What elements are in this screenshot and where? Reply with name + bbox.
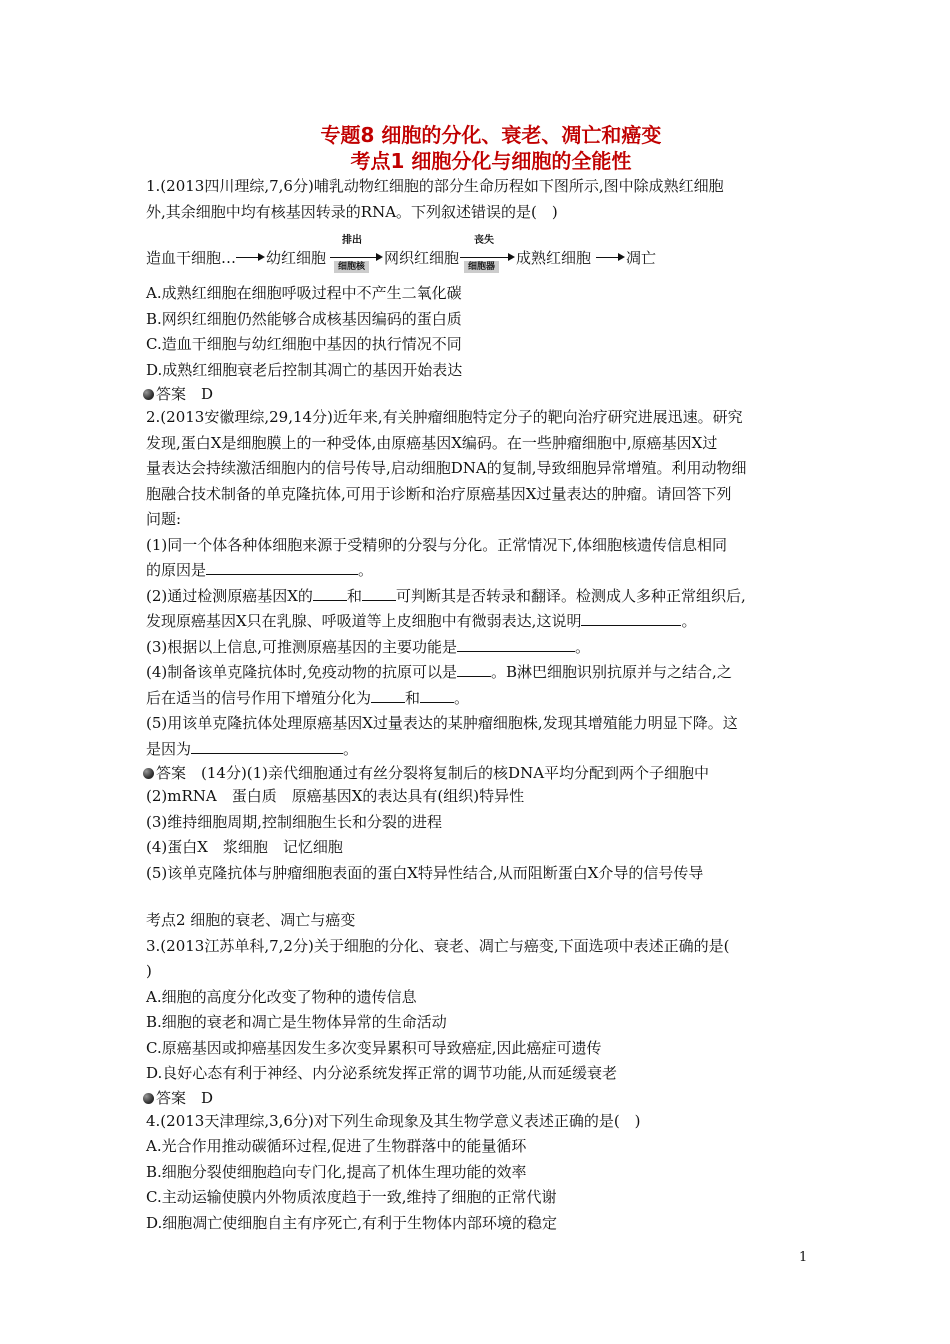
flow-arrow-4-head bbox=[618, 253, 625, 261]
q1-option-d: D.成熟红细胞衰老后控制其凋亡的基因开始表达 bbox=[146, 360, 463, 379]
q2-part4-rest: 。B淋巴细胞识别抗原并与之结合,之 bbox=[491, 663, 732, 681]
q2-answer-text: 答案 (14分)(1)亲代细胞通过有丝分裂将复制后的核DNA平均分配到两个子细胞中 bbox=[156, 764, 710, 782]
q2-answer-3: (3)维持细胞周期,控制细胞生长和分裂的进程 bbox=[146, 812, 443, 831]
q3-stem-line-2: ) bbox=[146, 962, 152, 980]
q2-part2-text-2: 发现原癌基因X只在乳腺、呼吸道等上皮细胞中有微弱表达,这说明 bbox=[146, 612, 582, 630]
q2-blank-2c[interactable] bbox=[581, 610, 681, 626]
q2-part4-line-1 bbox=[146, 660, 816, 686]
q2-blank-4c[interactable] bbox=[420, 687, 454, 703]
q2-part5-line-1: (5)用该单克隆抗体处理原癌基因X过量表达的某肿瘤细胞株,发现其增殖能力明显下降。这 bbox=[146, 714, 738, 732]
q1-option-c: C.造血干细胞与幼红细胞中基因的执行情况不同 bbox=[146, 335, 462, 353]
q2-answer-5: (5)该单克隆抗体与肿瘤细胞表面的蛋白X特异性结合,从而阻断蛋白X介导的信号传导 bbox=[146, 863, 704, 882]
q4-option-c: C.主动运输使膜内外物质浓度趋于一致,维持了细胞的正常代谢 bbox=[146, 1188, 557, 1206]
q2-answer-4: (4)蛋白X 浆细胞 记忆细胞 bbox=[146, 838, 343, 856]
q2-part3-end: 。 bbox=[575, 637, 591, 656]
q2-part1-line-2 bbox=[146, 558, 816, 584]
q1-option-a: A.成熟红细胞在细胞呼吸过程中不产生二氧化碳 bbox=[146, 284, 462, 302]
q4-stem: 4.(2013天津理综,3,6分)对下列生命现象及其生物学意义表述正确的是( ) bbox=[146, 1111, 641, 1130]
q2-stem-line-3: 量表达会持续激活细胞内的信号传导,启动细胞DNA的复制,导致细胞异常增殖。利用动物细 bbox=[146, 459, 747, 477]
q2-stem-line-2: 发现,蛋白X是细胞膜上的一种受体,由原癌基因X编码。在一些肿瘤细胞中,原癌基因X过 bbox=[146, 433, 718, 452]
q2-blank-2a[interactable] bbox=[313, 585, 347, 601]
q2-part5-line-2 bbox=[146, 737, 816, 763]
section-title-2: 考点2 细胞的衰老、凋亡与癌变 bbox=[146, 911, 356, 929]
q2-part4-and: 和 bbox=[405, 688, 421, 707]
q2-part5-end: 。 bbox=[343, 739, 359, 758]
answer-bullet-icon bbox=[143, 768, 154, 779]
q2-part1-end: 。 bbox=[358, 561, 374, 579]
q2-part2-text: (2)通过检测原癌基因X的 bbox=[146, 586, 313, 605]
flow-step-hsc: 造血干细胞… bbox=[146, 249, 237, 267]
q2-part2-rest: 可判断其是否转录和翻译。检测成人多种正常组织后, bbox=[395, 586, 746, 605]
q2-stem-line-1: 2.(2013安徽理综,29,14分)近年来,有关肿瘤细胞特定分子的靶向治疗研究进展迅速。研究 bbox=[146, 408, 743, 426]
flow-arrow-1 bbox=[236, 257, 260, 258]
q2-blank-4a[interactable] bbox=[457, 661, 491, 677]
q1-option-b: B.网织红细胞仍然能够合成核基因编码的蛋白质 bbox=[146, 309, 462, 328]
q3-stem-line-1: 3.(2013江苏单科,7,2分)关于细胞的分化、衰老、凋亡与癌变,下面选项中表述正确的是( bbox=[146, 936, 730, 955]
flow-label-lose: 丧失 bbox=[474, 235, 494, 246]
flow-step-mature-rbc: 成熟红细胞 bbox=[516, 249, 592, 267]
q3-option-a: A.细胞的高度分化改变了物种的遗传信息 bbox=[146, 987, 417, 1006]
q1-flow-diagram bbox=[146, 225, 816, 273]
q2-answer bbox=[146, 762, 816, 784]
q4-option-b: B.细胞分裂使细胞趋向专门化,提高了机体生理功能的效率 bbox=[146, 1162, 527, 1181]
q2-blank-2b[interactable] bbox=[362, 585, 396, 601]
q1-answer-text: 答案 D bbox=[156, 385, 214, 403]
q1-stem-line-2: 外,其余细胞中均有核基因转录的RNA。下列叙述错误的是( ) bbox=[146, 202, 558, 221]
page-number: 1 bbox=[799, 1250, 808, 1265]
q2-part1-line-1: (1)同一个体各种体细胞来源于受精卵的分裂与分化。正常情况下,体细胞核遗传信息相同 bbox=[146, 535, 728, 554]
q2-blank-5[interactable] bbox=[191, 738, 343, 754]
q3-option-b: B.细胞的衰老和凋亡是生物体异常的生命活动 bbox=[146, 1013, 447, 1031]
document-body bbox=[146, 122, 816, 1236]
flow-arrow-4 bbox=[596, 257, 620, 258]
q2-part2-line-1 bbox=[146, 584, 816, 610]
q4-option-a: A.光合作用推动碳循环过程,促进了生物群落中的能量循环 bbox=[146, 1137, 527, 1155]
q2-part3-text: (3)根据以上信息,可推测原癌基因的主要功能是 bbox=[146, 637, 458, 656]
q2-part2-and: 和 bbox=[346, 586, 362, 605]
flow-label-organelle: 细胞器 bbox=[464, 261, 499, 273]
chapter-title: 专题8 细胞的分化、衰老、凋亡和癌变 bbox=[320, 123, 662, 147]
flow-arrow-2 bbox=[330, 257, 378, 258]
q2-part2-line-2 bbox=[146, 609, 816, 635]
q2-blank-4b[interactable] bbox=[371, 687, 405, 703]
q3-option-d: D.良好心态有利于神经、内分泌系统发挥正常的调节功能,从而延缓衰老 bbox=[146, 1064, 618, 1082]
q2-part5-text: 是因为 bbox=[146, 739, 192, 758]
q2-blank-3[interactable] bbox=[457, 636, 575, 652]
q2-stem-line-4: 胞融合技术制备的单克隆抗体,可用于诊断和治疗原癌基因X过量表达的肿瘤。请回答下列 bbox=[146, 484, 732, 503]
flow-step-proerythroblast: 幼红细胞 bbox=[266, 249, 327, 267]
q2-part4-end: 。 bbox=[454, 688, 470, 707]
q2-blank-1[interactable] bbox=[206, 559, 358, 575]
q1-stem-line-1: 1.(2013四川理综,7,6分)哺乳动物红细胞的部分生命历程如下图所示,图中除成熟红细胞 bbox=[146, 177, 724, 195]
flow-arrow-3 bbox=[460, 257, 510, 258]
q2-part1-text: 的原因是 bbox=[146, 561, 207, 579]
q3-option-c: C.原癌基因或抑癌基因发生多次变异累积可导致癌症,因此癌症可遗传 bbox=[146, 1038, 602, 1057]
q2-answer-2: (2)mRNA 蛋白质 原癌基因X的表达具有(组织)特异性 bbox=[146, 787, 525, 805]
q2-part3 bbox=[146, 635, 816, 661]
flow-arrow-3-head bbox=[508, 253, 515, 261]
q3-answer-text: 答案 D bbox=[156, 1088, 214, 1107]
q2-part4-line-2 bbox=[146, 686, 816, 712]
answer-bullet-icon bbox=[143, 389, 154, 400]
q2-part4-text: (4)制备该单克隆抗体时,免疫动物的抗原可以是 bbox=[146, 663, 458, 681]
flow-step-reticulocyte: 网织红细胞 bbox=[384, 249, 460, 267]
flow-arrow-1-head bbox=[258, 253, 265, 261]
q1-answer bbox=[146, 383, 816, 405]
flow-step-apoptosis: 凋亡 bbox=[626, 249, 657, 267]
q2-part2-end: 。 bbox=[681, 612, 697, 630]
q2-part4-text-2: 后在适当的信号作用下增殖分化为 bbox=[146, 688, 372, 707]
q4-option-d: D.细胞凋亡使细胞自主有序死亡,有利于生物体内部环境的稳定 bbox=[146, 1213, 558, 1232]
section-title-1: 考点1 细胞分化与细胞的全能性 bbox=[350, 149, 632, 173]
q3-answer bbox=[146, 1087, 816, 1109]
answer-bullet-icon bbox=[143, 1093, 154, 1104]
flow-label-expel: 排出 bbox=[342, 235, 362, 246]
flow-label-nucleus: 细胞核 bbox=[334, 261, 369, 273]
q2-stem-line-5: 问题: bbox=[146, 510, 182, 528]
flow-arrow-2-head bbox=[376, 253, 383, 261]
